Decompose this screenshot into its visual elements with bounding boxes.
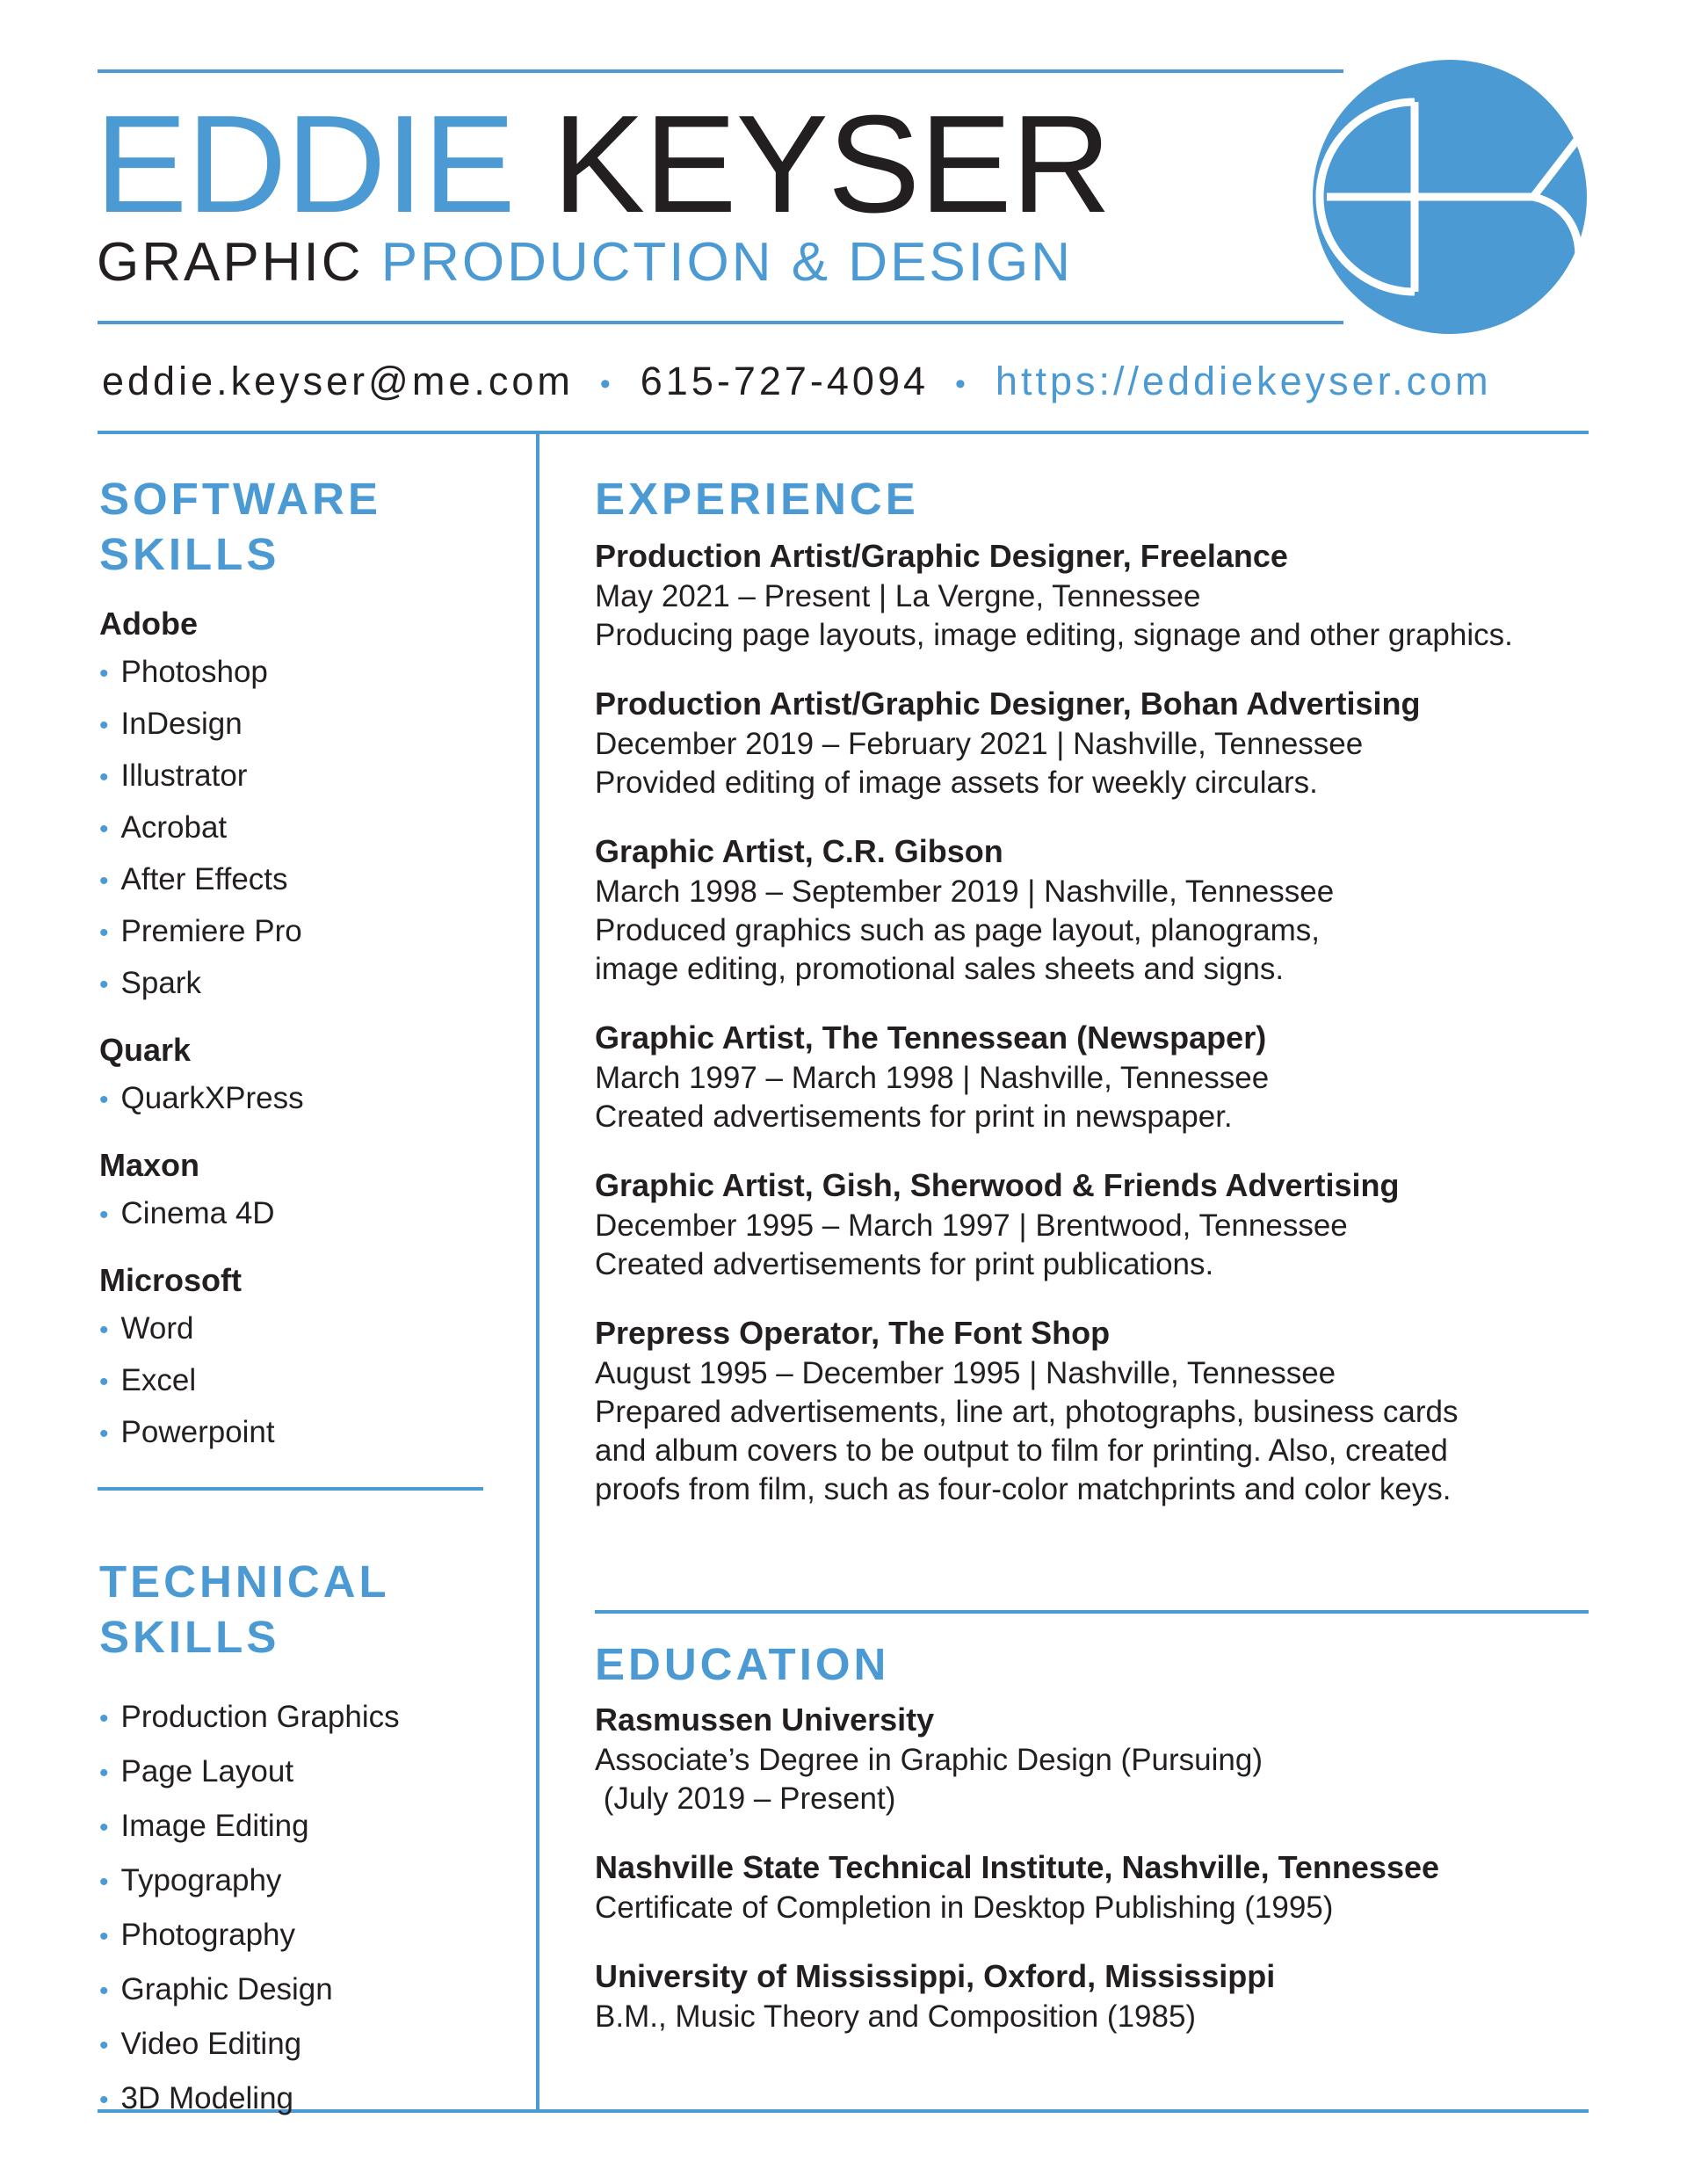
job-description: Provided editing of image assets for weekly circulars. [595, 765, 1318, 800]
right-column [595, 471, 1588, 1537]
group-title: Microsoft [99, 1262, 242, 1298]
job-description: proofs from film, such as four-color matchprints and color keys. [595, 1472, 1452, 1506]
job-subtitle [97, 232, 1074, 293]
list-item: • Photography [99, 1909, 486, 1963]
job-entry [595, 831, 1588, 989]
top-rule [98, 69, 1343, 73]
subtitle-blue: PRODUCTION & DESIGN [380, 232, 1074, 293]
job-dates-location: December 1995 – March 1997 | Brentwood, Tennessee [595, 1208, 1348, 1243]
job-entry [595, 1312, 1588, 1509]
degree: Associate’s Degree in Graphic Design (Pursuing) [595, 1743, 1263, 1777]
job-title: Production Artist/Graphic Designer, Freelance [595, 538, 1288, 574]
list-item: • Spark [99, 958, 486, 1010]
contact-bottom-rule [98, 431, 1589, 434]
job-description: Created advertisements for print in newspaper. [595, 1099, 1233, 1134]
group-title: Adobe [99, 606, 198, 642]
skill-group-quark [99, 1027, 486, 1125]
job-entry [595, 535, 1588, 655]
job-entry [595, 683, 1588, 802]
school-name: Nashville State Technical Institute, Nashville, Tennessee [595, 1849, 1440, 1885]
job-dates-location: May 2021 – Present | La Vergne, Tennessee [595, 579, 1201, 613]
software-skills-heading: SOFTWARE SKILLS [99, 474, 381, 579]
list-item: • Premiere Pro [99, 906, 486, 958]
experience-heading: EXPERIENCE [595, 474, 919, 524]
job-title: Graphic Artist, Gish, Sherwood & Friends Advertising [595, 1167, 1400, 1203]
education-heading: EDUCATION [595, 1639, 890, 1689]
list-item: • Typography [99, 1854, 486, 1909]
job-description: Produced graphics such as page layout, planograms, [595, 913, 1320, 947]
degree: B.M., Music Theory and Composition (1985) [595, 1999, 1197, 2034]
website-link[interactable]: https://eddiekeyser.com [995, 359, 1492, 403]
job-dates-location: August 1995 – December 1995 | Nashville, Tennessee [595, 1356, 1336, 1390]
email-link[interactable]: eddie.keyser@me.com [102, 359, 574, 403]
job-description: Prepared advertisements, line art, photographs, business cards [595, 1395, 1459, 1429]
page-title [95, 87, 1111, 242]
job-title: Graphic Artist, The Tennessean (Newspaper) [595, 1019, 1267, 1056]
list-item: • Page Layout [99, 1745, 486, 1800]
list-item: • Word [99, 1303, 486, 1355]
right-section-rule [595, 1610, 1589, 1614]
contact-bar [102, 355, 1587, 410]
technical-skills-list [99, 1691, 486, 2127]
list-item: • Cinema 4D [99, 1188, 486, 1240]
skill-group-maxon [99, 1143, 486, 1240]
ek-monogram-logo-icon [1309, 56, 1590, 337]
job-dates-location: December 2019 – February 2021 | Nashville, Tennessee [595, 727, 1364, 761]
school-name: Rasmussen University [595, 1701, 935, 1738]
skill-group-microsoft [99, 1258, 486, 1459]
skill-group-adobe [99, 601, 486, 1010]
education-entry [595, 1955, 1588, 2036]
job-dates-location: March 1998 – September 2019 | Nashville, Tennessee [595, 874, 1335, 909]
header-bottom-rule [98, 321, 1343, 324]
separator: • [599, 367, 614, 402]
education-section [595, 1636, 1588, 2064]
list-item: • Image Editing [99, 1800, 486, 1854]
subtitle-dark: GRAPHIC [97, 232, 364, 293]
degree: Certificate of Completion in Desktop Publishing (1995) [595, 1890, 1334, 1925]
job-description: image editing, promotional sales sheets and signs. [595, 952, 1285, 986]
list-item: • Illustrator [99, 751, 486, 802]
separator: • [955, 367, 969, 402]
job-entry [595, 1017, 1588, 1136]
phone-number: 615-727-4094 [640, 359, 930, 403]
list-item: • Powerpoint [99, 1407, 486, 1459]
school-name: University of Mississippi, Oxford, Mississippi [595, 1958, 1276, 1994]
list-item: • Video Editing [99, 2018, 486, 2072]
job-description: Created advertisements for print publications. [595, 1247, 1214, 1281]
job-title: Production Artist/Graphic Designer, Bohan Advertising [595, 686, 1421, 722]
list-item: • After Effects [99, 854, 486, 906]
job-description: Producing page layouts, image editing, signage and other graphics. [595, 618, 1513, 652]
job-description: and album covers to be output to film for printing. Also, created [595, 1433, 1448, 1468]
group-title: Maxon [99, 1147, 200, 1183]
list-item: • InDesign [99, 699, 486, 751]
list-item: • Acrobat [99, 802, 486, 854]
education-entry [595, 1699, 1588, 1818]
job-entry [595, 1165, 1588, 1284]
group-title: Quark [99, 1032, 192, 1068]
last-name: KEYSER [552, 87, 1111, 242]
first-name: EDDIE [95, 87, 515, 242]
column-divider [536, 433, 539, 2109]
list-item: • Excel [99, 1355, 486, 1407]
job-title: Prepress Operator, The Font Shop [595, 1315, 1111, 1351]
list-item: • 3D Modeling [99, 2072, 486, 2127]
list-item: • Graphic Design [99, 1963, 486, 2018]
list-item: • Photoshop [99, 647, 486, 699]
list-item: • Production Graphics [99, 1691, 486, 1745]
technical-skills-heading: TECHNICAL SKILLS [99, 1556, 390, 1662]
left-column [99, 471, 486, 2127]
education-entry [595, 1847, 1588, 1927]
list-item: • QuarkXPress [99, 1073, 486, 1125]
degree-dates: (July 2019 – Present) [595, 1781, 896, 1816]
job-dates-location: March 1997 – March 1998 | Nashville, Tennessee [595, 1061, 1270, 1095]
job-title: Graphic Artist, C.R. Gibson [595, 833, 1003, 869]
